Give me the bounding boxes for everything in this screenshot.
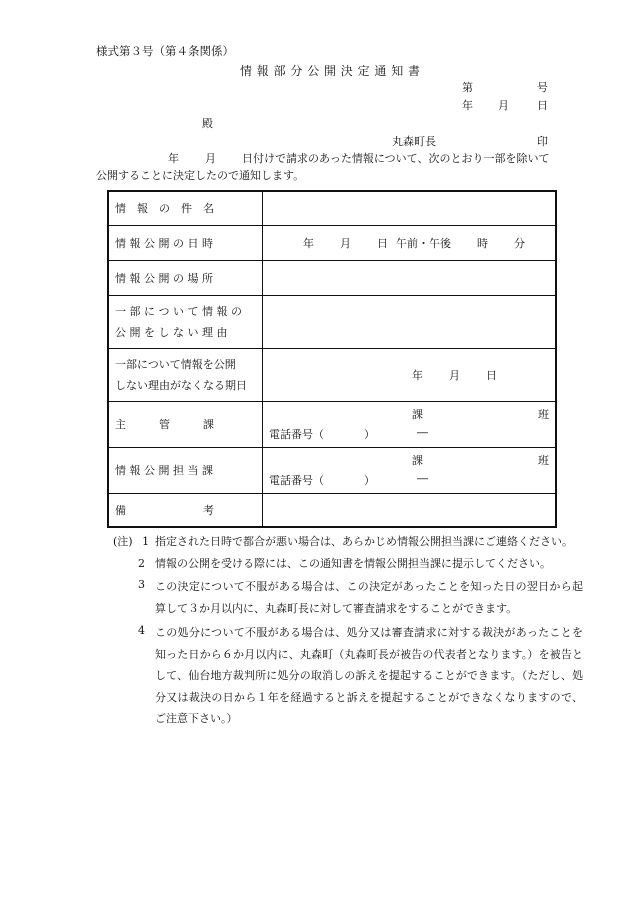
note-number: 3 xyxy=(138,578,145,591)
intro-line-2: 公開することに決定したので通知します。 xyxy=(96,169,305,182)
disclosure-dept-label: 情 報 公 開 担 当 課 xyxy=(108,447,263,493)
place-value[interactable] xyxy=(263,260,557,295)
note-item xyxy=(113,622,583,730)
date-day-label: 日 xyxy=(537,99,548,112)
note-item xyxy=(113,576,583,619)
note-number: 1 xyxy=(142,535,150,548)
row-reason xyxy=(108,295,556,348)
issuer-name: 丸森町長 xyxy=(392,135,436,148)
date-month-label: 月 xyxy=(498,99,509,112)
notes-prefix: (注) xyxy=(113,535,133,548)
seal-label: 印 xyxy=(537,135,548,148)
document-title: 情報部分公開決定通知書 xyxy=(240,64,425,78)
date-year-label: 年 xyxy=(462,99,473,112)
row-deadline xyxy=(108,348,556,401)
datetime-value[interactable]: 年 月 日 午前・午後 時 分 xyxy=(263,225,557,260)
doc-number-label: 第 xyxy=(462,81,473,94)
row-place xyxy=(108,260,556,295)
subject-label: 情 報 の 件 名 xyxy=(108,191,263,225)
addressee-suffix: 殿 xyxy=(202,117,213,130)
row-main-dept xyxy=(108,401,556,447)
remarks-value[interactable] xyxy=(263,493,557,527)
note-text: 情報の公開を受ける際には、この通知書を情報公開担当課に提示してください。 xyxy=(155,556,551,570)
doc-number-suffix: 号 xyxy=(537,81,548,94)
intro-month: 月 xyxy=(205,152,216,165)
note-text: この処分について不服がある場合は、処分又は審査請求に対する裁決があったことを知った日から６か月以内に、丸森町（丸森町長が被告の代表者となります。）を被告として、仙台地方裁判所に処分の取消しの訴えを提起することができます。（ただし、処分又は裁決の日から１年を経過すると訴えを提起することができなくなりますので、ご注意下さい。） xyxy=(155,626,583,725)
note-number: 2 xyxy=(138,556,145,570)
form-number: 様式第３号（第４条関係） xyxy=(96,44,234,58)
disclosure-dept-value[interactable]: 課 班 電話番号（ ） ― xyxy=(263,447,557,493)
intro-year: 年 xyxy=(168,152,179,165)
row-datetime xyxy=(108,225,556,260)
deadline-label: 一部について情報を公開 しない理由がなくなる期日 xyxy=(108,348,263,401)
reason-label: 一 部 に つ い て 情 報 の 公 開 を し な い 理 由 xyxy=(108,295,263,348)
row-remarks xyxy=(108,493,556,527)
place-label: 情 報 公 開 の 場 所 xyxy=(108,260,263,295)
subject-value[interactable] xyxy=(263,191,557,225)
row-subject xyxy=(108,191,556,225)
datetime-label: 情 報 公 開 の 日 時 xyxy=(108,225,263,260)
remarks-label: 備 考 xyxy=(108,493,263,527)
main-dept-label: 主 管 課 xyxy=(108,401,263,447)
info-table xyxy=(107,190,557,528)
reason-value[interactable] xyxy=(263,295,557,348)
intro-text: 日付けで請求のあった情報について、次のとおり一部を除いて xyxy=(242,152,550,165)
row-disclosure-dept xyxy=(108,447,556,493)
deadline-value[interactable]: 年 月 日 xyxy=(263,348,557,401)
main-dept-value[interactable]: 課 班 電話番号（ ） ― xyxy=(263,401,557,447)
intro-line-1 xyxy=(168,150,549,166)
note-item xyxy=(113,555,583,574)
note-item xyxy=(113,533,583,552)
note-text: 指定された日時で都合が悪い場合は、あらかじめ情報公開担当課にご連絡ください。 xyxy=(155,535,573,548)
note-text: この決定について不服がある場合は、この決定があったことを知った日の翌日から起算して３か月以内に、丸森町長に対して審査請求をすることができます。 xyxy=(155,580,583,615)
note-number: 4 xyxy=(138,624,145,637)
notes-section xyxy=(113,533,583,733)
